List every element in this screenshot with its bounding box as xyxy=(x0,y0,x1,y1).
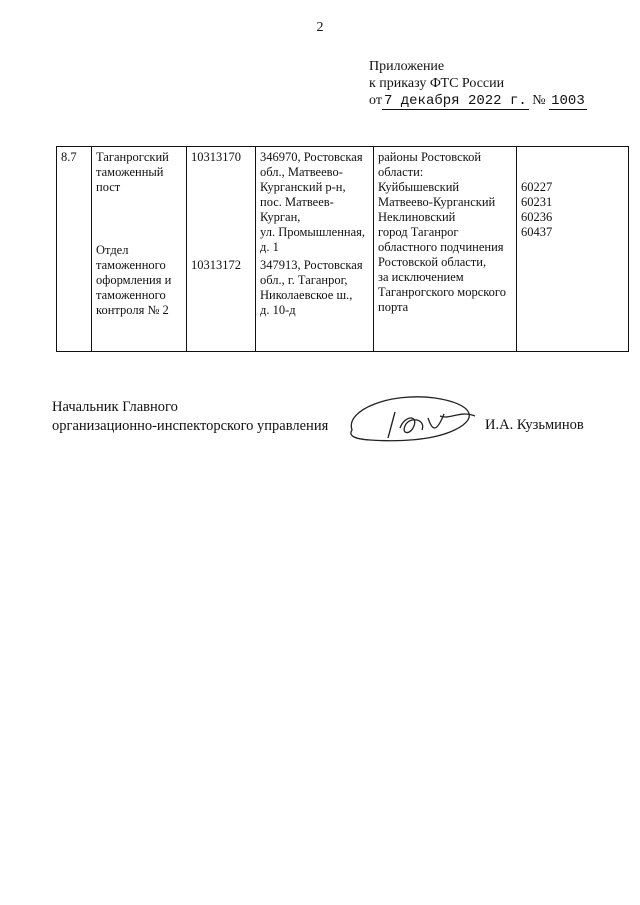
appendix-header xyxy=(369,58,587,110)
row-number: 8.7 xyxy=(57,147,92,352)
signer-name: И.А. Кузьминов xyxy=(485,417,584,433)
position-line-2: организационно-инспекторского управления xyxy=(52,418,329,434)
number-prefix: № xyxy=(532,93,546,108)
unit2-name: Отдел таможенного оформления и таможенного контроля № 2 xyxy=(96,243,172,317)
order-date: 7 декабря 2022 г. xyxy=(383,93,527,109)
customs-table xyxy=(56,146,629,352)
unit-names-cell xyxy=(92,147,187,352)
appendix-title: Приложение xyxy=(369,59,445,74)
districts-cell: районы Ростовской области: Куйбышевский Матвеево-Курганский Неклиновский город Таганрог областного подчинения Ростовской области, за исключением Таганрогского морского порта xyxy=(374,147,517,352)
position-line-1: Начальник Главного xyxy=(52,399,178,415)
unit1-address: 346970, Ростовская обл., Матвеево- Курганский р-н, пос. Матвеев- Курган, ул. Промышленная, д. 1 xyxy=(260,150,365,254)
okato-code: 60437 xyxy=(521,225,553,239)
signature-position xyxy=(52,398,328,436)
okato-code: 60227 xyxy=(521,180,553,194)
order-number: 1003 xyxy=(551,93,585,109)
unit1-name: Таганрогский таможенный пост xyxy=(96,150,169,194)
okato-code: 60231 xyxy=(521,195,553,209)
page-number: 2 xyxy=(316,20,324,35)
unit2-address: 347913, Ростовская обл., г. Таганрог, Николаевское ш., д. 10-д xyxy=(260,258,363,317)
appendix-order-ref: к приказу ФТС России xyxy=(369,76,505,91)
okato-codes-cell xyxy=(517,147,629,352)
handwritten-signature xyxy=(340,390,490,450)
table-row xyxy=(57,147,629,352)
unit1-code: 10313170 xyxy=(191,150,241,164)
unit-codes-cell xyxy=(187,147,256,352)
date-prefix: от xyxy=(369,93,382,108)
appendix-date-line xyxy=(369,92,587,110)
okato-code: 60236 xyxy=(521,210,553,224)
unit2-code: 10313172 xyxy=(191,258,241,272)
addresses-cell xyxy=(256,147,374,352)
